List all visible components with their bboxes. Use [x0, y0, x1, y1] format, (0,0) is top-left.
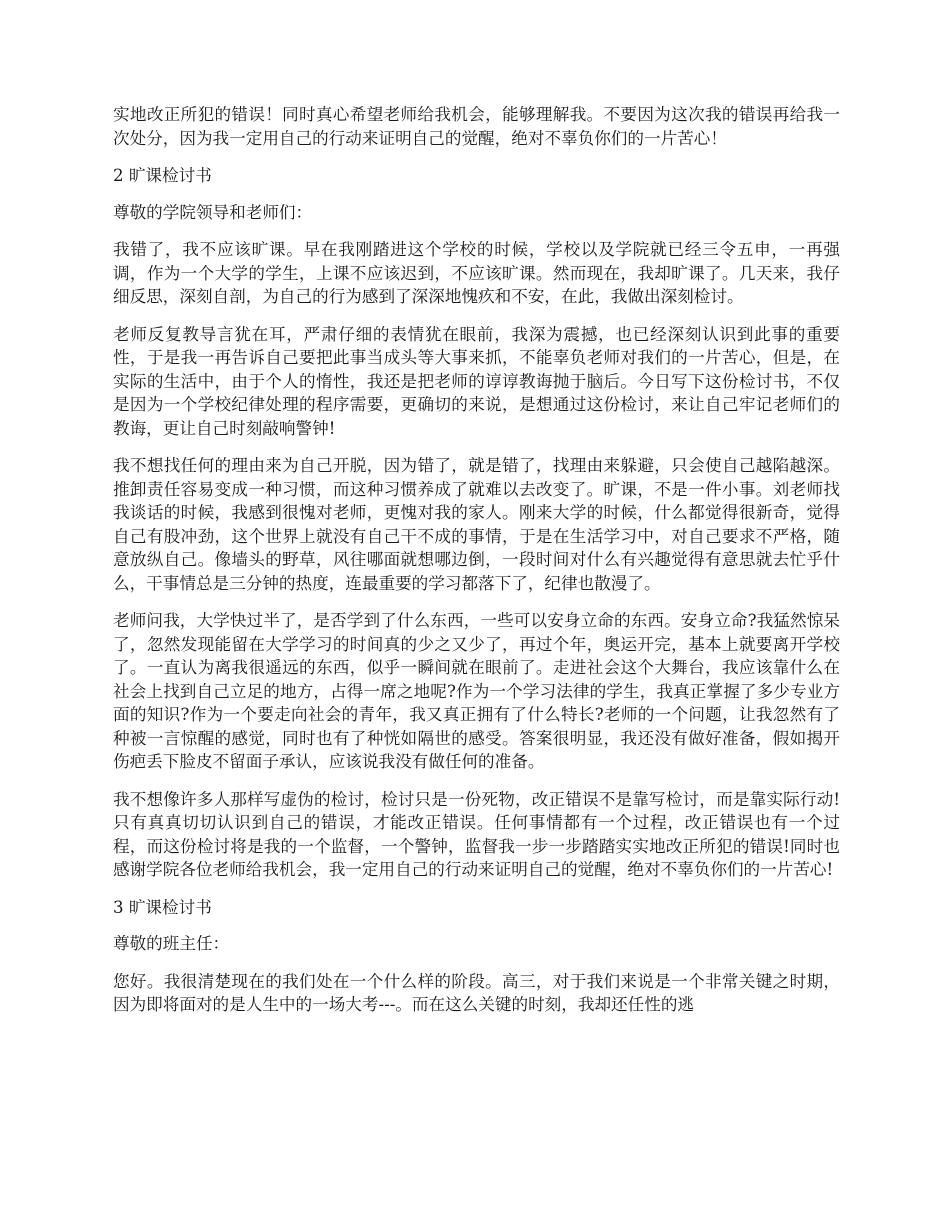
section-heading-2: 2 旷课检讨书: [113, 166, 212, 185]
section-heading-3: 3 旷课检讨书: [113, 897, 212, 917]
paragraph: 我不想像许多人那样写虚伪的检讨，检讨只是一份死物，改正错误不是靠写检讨，而是靠实际行动!只有真真切切认识到自己的错误，才能改正错误。任何事情都有一个过程，改正错误也有一个过程，而这份检讨将是我的一个监督，一个警钟，监督我一步一步踏踏实实地改正所犯的错误!同时也感谢学院各位老师给我机会，我一定用自己的行动来证明自己的觉醒，绝对不辜负你们的一片苦心!: [113, 789, 840, 879]
paragraph: 我错了，我不应该旷课。早在我刚踏进这个学校的时候，学校以及学院就已经三令五申，一再强调，作为一个大学的学生，上课不应该迟到，不应该旷课。然而现在，我却旷课了。几天来，我仔细反思，深刻自剖，为自己的行为感到了深深地愧疚和不安，在此，我做出深刻检讨。: [113, 240, 840, 306]
salutation-2: 尊敬的学院领导和老师们：: [113, 202, 313, 222]
salutation-3: 尊敬的班主任：: [113, 934, 230, 953]
paragraph: 我不想找任何的理由来为自己开脱，因为错了，就是错了，找理由来躲避，只会使自己越陷越深。推卸责任容易变成一种习惯，而这种习惯养成了就难以去改变了。旷课，不是一件小事。刘老师找我谈话的时候，我感到很愧对老师，更愧对我的家人。刚来大学的时候，什么都觉得很新奇，觉得自己有股冲劲，这个世界上就没有自己干不成的事情，于是在生活学习中，对自己要求不严格，随意放纵自己。像墙头的野草，风往哪面就想哪边倒，一段时间对什么有兴趣觉得有意思就去忙乎什么，干事情总是三分钟的热度，连最重要的学习都落下了，纪律也散漫了。: [113, 456, 840, 593]
paragraph: 您好。我很清楚现在的我们处在一个什么样的阶段。高三，对于我们来说是一个非常关键之时期，因为即将面对的是人生中的一场大考---。而在这么关键的时刻，我却还任性的逃: [113, 971, 840, 1014]
paragraph-continuation: 实地改正所犯的错误！同时真心希望老师给我机会，能够理解我。不要因为这次我的错误再给我一次处分，因为我一定用自己的行动来证明自己的觉醒，绝对不辜负你们的一片苦心！: [113, 105, 840, 148]
paragraph: 老师反复教导言犹在耳，严肃仔细的表情犹在眼前，我深为震撼，也已经深刻认识到此事的重要性，于是我一再告诉自己要把此事当成头等大事来抓，不能辜负老师对我们的一片苦心，但是，在实际的生活中，由于个人的惰性，我还是把老师的谆谆教诲抛于脑后。今日写下这份检讨书，不仅是因为一个学校纪律处理的程序需要，更确切的来说，是想通过这份检讨，来让自己牢记老师们的教诲，更让自己时刻敲响警钟!: [113, 324, 840, 438]
paragraph: 老师问我，大学快过半了，是否学到了什么东西，一些可以安身立命的东西。安身立命?我猛然惊呆了，忽然发现能留在大学学习的时间真的少之又少了，再过个年，奥运开完，基本上就要离开学校了。一直认为离我很遥远的东西，似乎一瞬间就在眼前了。走进社会这个大舞台，我应该靠什么在社会上找到自己立足的地方，占得一席之地呢?作为一个学习法律的学生，我真正掌握了多少专业方面的知识?作为一个要走向社会的青年，我又真正拥有了什么特长?老师的一个问题，让我忽然有了种被一言惊醒的感觉，同时也有了种恍如隔世的感受。答案很明显，我还没有做好准备，假如揭开伤疤丢下脸皮不留面子承认，应该说我没有做任何的准备。: [113, 611, 840, 771]
